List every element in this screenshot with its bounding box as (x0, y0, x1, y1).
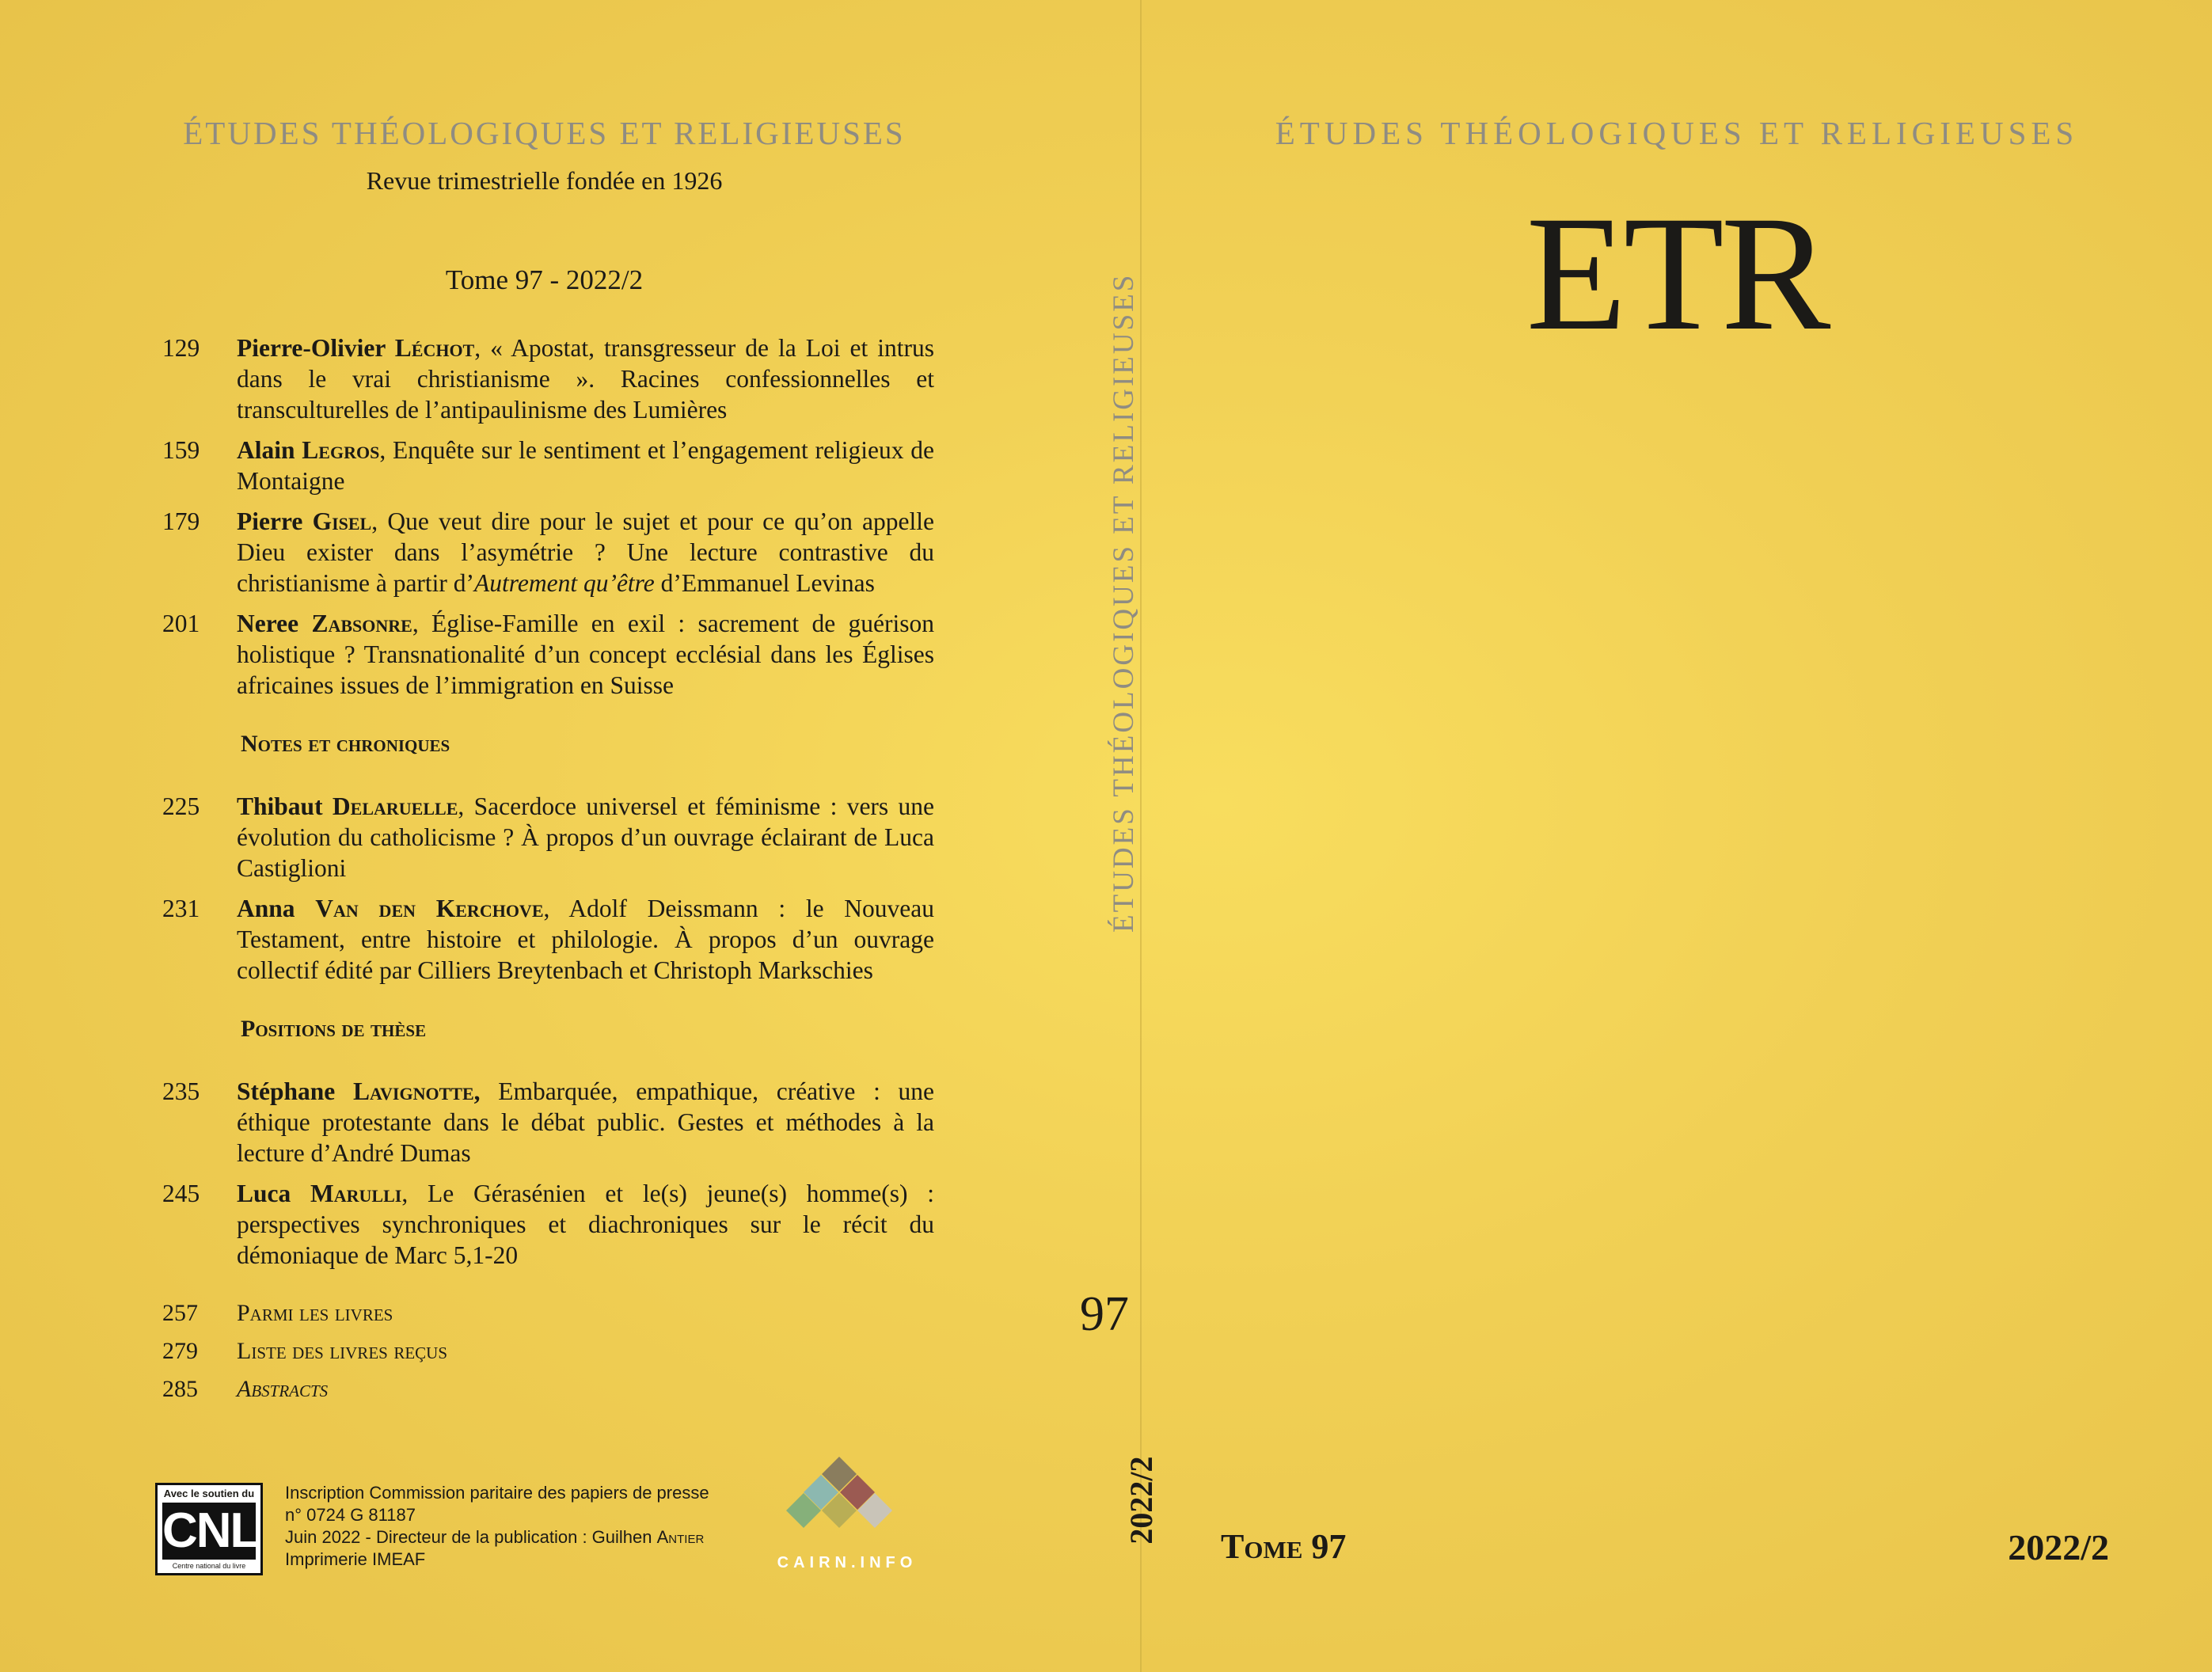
toc-author: Luca Marulli (237, 1180, 402, 1207)
section-heading-theses: Positions de thèse (241, 1016, 427, 1042)
toc-entry (162, 506, 934, 598)
toc-page-number: 129 (162, 334, 200, 362)
toc-page-number: 285 (162, 1376, 198, 1402)
toc-title: , Que veut dire pour le sujet et pour ce qu’on appelle Dieu exister dans l’asymétrie ? Une lecture contrastive du christianisme à partir d’Autrement qu’être d’Emmanuel Levinas (237, 507, 934, 597)
front-cover (1142, 0, 2212, 1672)
toc-page-number: 201 (162, 610, 200, 637)
back-journal-title: ÉTUDES THÉOLOGIQUES ET RELIGIEUSES (183, 115, 906, 151)
toc-author: Alain Legros (237, 436, 380, 464)
toc-author: Neree Zabsonre (237, 610, 412, 637)
toc-entry (162, 435, 934, 496)
spine-volume: 97 (1080, 1287, 1129, 1341)
toc-page-number: 235 (162, 1077, 200, 1105)
section-heading-notes: Notes et chroniques (241, 731, 450, 757)
toc-title: , Le Gérasénien et le(s) jeune(s) homme(s) : perspectives synchroniques et diachroniques sur le récit du démoniaque de Marc 5,1-20 (237, 1180, 935, 1269)
toc-author: Thibaut Delaruelle (237, 792, 458, 820)
toc-entry (162, 608, 934, 701)
toc-page-number: 257 (162, 1300, 198, 1326)
back-subtitle: Revue trimestrielle fondée en 1926 (366, 166, 723, 195)
toc-entry (162, 1178, 934, 1271)
cairn-label: CAIRN.INFO (777, 1554, 918, 1571)
toc-title: , Sacerdoce universel et féminisme : vers une évolution du catholicisme ? À propos d’un ouvrage éclairant de Luca Castiglioni (237, 792, 935, 882)
front-journal-title: ÉTUDES THÉOLOGIQUES ET RELIGIEUSES (1275, 115, 2079, 151)
toc-entry (162, 791, 934, 884)
cnl-logo: Avec le soutien du CNL Centre national du livre (155, 1483, 263, 1575)
spine-year: 2022/2 (1123, 1456, 1159, 1545)
toc-misc-entry (162, 1370, 934, 1408)
toc-title: , Église-Famille en exil : sacrement de guérison holistique ? Transnationalité d’un concept ecclésial dans les Églises africaines issues de l’immigration en Suisse (237, 610, 934, 699)
toc-author: Pierre Gisel (237, 507, 372, 535)
front-acronym: ETR (1526, 182, 1828, 364)
toc-misc-label: Parmi les livres (237, 1300, 393, 1326)
toc-entry (162, 893, 934, 986)
table-of-contents (162, 332, 934, 1408)
toc-misc-entry (162, 1294, 934, 1332)
toc-page-number: 159 (162, 436, 200, 464)
toc-page-number: 179 (162, 507, 200, 535)
toc-title: , Enquête sur le sentiment et l’engagement religieux de Montaigne (237, 436, 935, 495)
toc-entry (162, 332, 934, 425)
toc-page-number: 279 (162, 1338, 198, 1364)
toc-author: Anna Van den Kerchove (237, 895, 544, 922)
front-year: 2022/2 (2008, 1527, 2109, 1568)
toc-title: Embarquée, empathique, créative : une éthique protestante dans le débat public. Gestes et méthodes à la lecture d’André Dumas (237, 1077, 935, 1167)
back-issue-line: Tome 97 - 2022/2 (445, 264, 644, 295)
toc-page-number: 231 (162, 895, 200, 922)
toc-misc-label: Abstracts (237, 1376, 329, 1402)
toc-misc-label: Liste des livres reçus (237, 1338, 448, 1364)
imprint-block: Inscription Commission paritaire des papiers de presse n° 0724 G 81187 Juin 2022 - Directeur de la publication : Guilhen Antier Imprimerie IMEAF (285, 1483, 709, 1569)
toc-page-number: 245 (162, 1180, 200, 1207)
toc-title: , « Apostat, transgresseur de la Loi et intrus dans le vrai christianisme ». Racines confessionnelles et transculturelles de l’antipaulinisme des Lumières (237, 334, 934, 424)
toc-page-number: 225 (162, 792, 200, 820)
toc-title: , Adolf Deissmann : le Nouveau Testament, entre histoire et philologie. À propos d’un ouvrage collectif édité par Cilliers Breytenbach et Christoph Markschies (237, 895, 935, 984)
toc-misc-entry (162, 1332, 934, 1370)
toc-entry (162, 1076, 934, 1168)
spine-title: ÉTUDES THÉOLOGIQUES ET RELIGIEUSES (1108, 272, 1140, 933)
front-tome: Tome 97 (1221, 1527, 1347, 1566)
toc-author: Stéphane Lavignotte, (237, 1077, 481, 1105)
toc-author: Pierre-Olivier Léchot (237, 334, 475, 362)
